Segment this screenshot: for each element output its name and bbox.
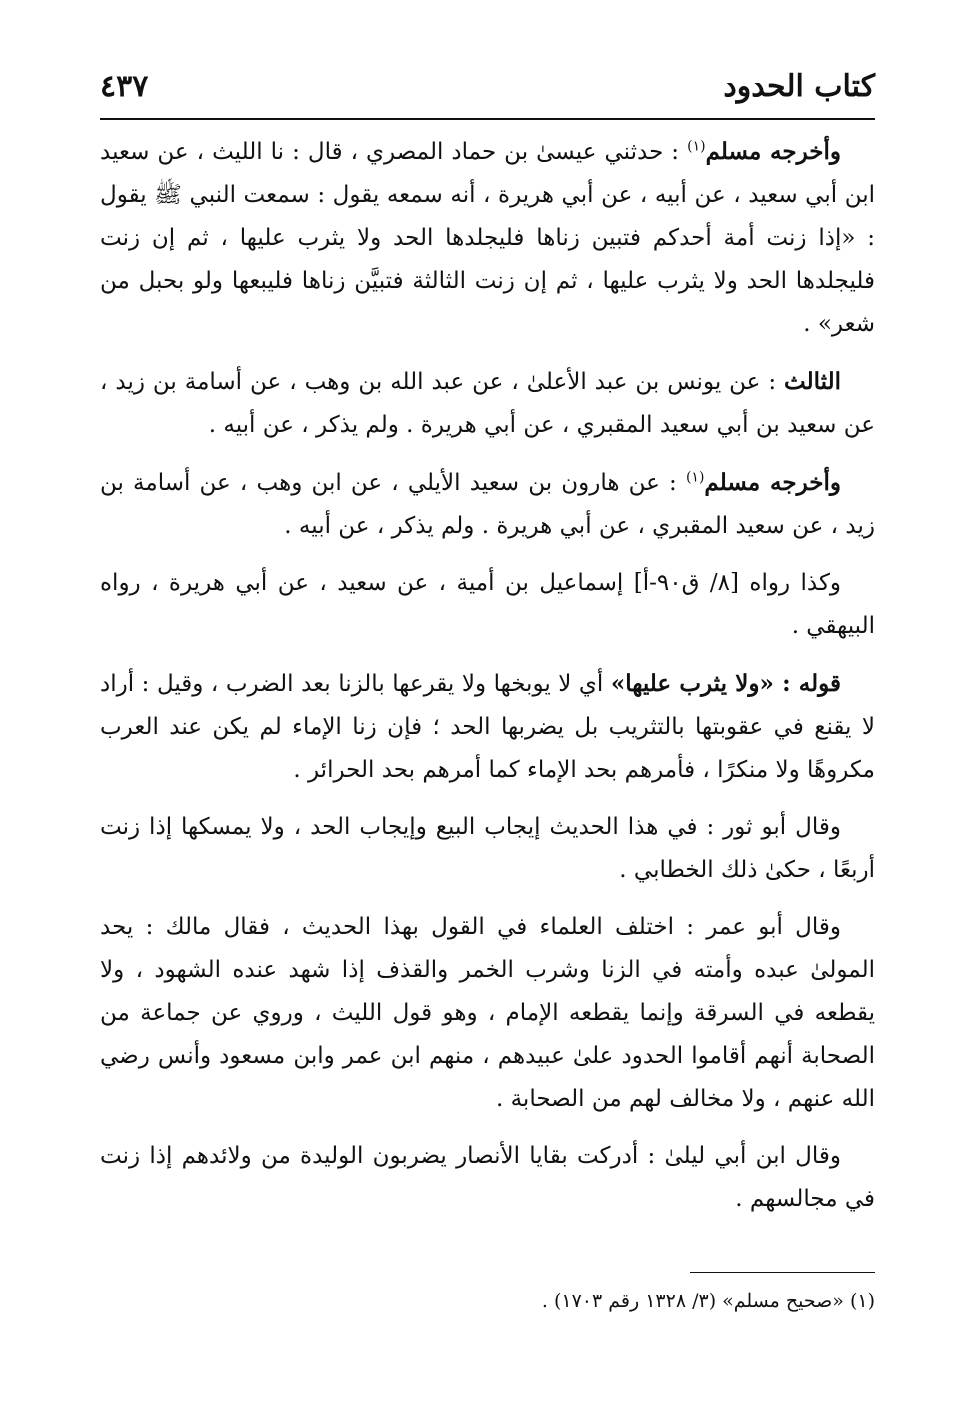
paragraph-text: وكذا رواه [٨/ ق٩٠-أ] إسماعيل بن أمية ، عن سعيد ، عن أبي هريرة ، رواه البيهقي . (100, 570, 875, 639)
paragraph-text: وقال أبو ثور : في هذا الحديث إيجاب البيع وإيجاب الحد ، ولا يمسكها إذا زنت أربعًا ، حكىٰ ذلك الخطابي . (100, 814, 875, 883)
paragraph-lead: قوله : «ولا يثرب عليها» (610, 670, 842, 697)
paragraph-text: وقال ابن أبي ليلىٰ : أدركت بقايا الأنصار يضربون الوليدة من ولائدهم إذا زنت في مجالسهم . (100, 1143, 875, 1212)
paragraph (100, 806, 875, 892)
header-divider (100, 118, 875, 120)
paragraph-lead: الثالث (784, 368, 841, 395)
paragraph (100, 1135, 875, 1221)
paragraph-text: : عن هارون بن سعيد الأيلي ، عن ابن وهب ، عن أسامة بن زيد ، عن سعيد المقبري ، عن أبي هريرة . ولم يذكر ، عن أبيه . (100, 470, 875, 539)
footnote: (١) «صحيح مسلم» (٣/ ١٣٢٨ رقم ١٧٠٣) . (541, 1290, 875, 1312)
page-header (100, 62, 875, 112)
paragraph (100, 130, 875, 346)
paragraph-text: : حدثني عيسىٰ بن حماد المصري ، قال : نا الليث ، عن سعيد ابن أبي سعيد ، عن أبيه ، عن أبي هريرة ، أنه سمعه يقول : سمعت النبي ﷺ يقول : «إذا زنت أمة أحدكم فتبين زناها فليجلدها الحد ولا يثرب عليها ، ثم إن زنت فليجلدها الحد ولا يثرب عليها ، ثم إن زنت الثالثة فتبيَّن زناها فليبعها ولو بحبل من شعر» . (100, 139, 875, 337)
footnote-divider (690, 1272, 875, 1273)
chapter-title: كتاب الحدود (723, 69, 875, 104)
body-text (100, 130, 875, 1235)
footnote-marker: (١) (685, 469, 705, 486)
paragraph-lead: وأخرجه مسلم (705, 138, 841, 165)
paragraph (100, 461, 875, 548)
paragraph (100, 562, 875, 648)
paragraph-text: : عن يونس بن عبد الأعلىٰ ، عن عبد الله بن وهب ، عن أسامة بن زيد ، عن سعيد بن أبي سعيد المقبري ، عن أبي هريرة . ولم يذكر ، عن أبيه . (100, 369, 875, 438)
paragraph (100, 662, 875, 792)
paragraph-text: أي لا يوبخها ولا يقرعها بالزنا بعد الضرب ، وقيل : أراد لا يقنع في عقوبتها بالتثريب بل يضربها الحد ؛ فإن زنا الإماء لم يكن عند العرب مكروهًا ولا منكرًا ، فأمرهم بحد الإماء كما أمرهم بحد الحرائر . (100, 671, 875, 783)
paragraph-text: وقال أبو عمر : اختلف العلماء في القول بهذا الحديث ، فقال مالك : يحد المولىٰ عبده وأمته في الزنا وشرب الخمر والقذف إذا شهد عنده الشهود ، ولا يقطعه في السرقة وإنما يقطعه الإمام ، وهو قول الليث ، وروي عن جماعة من الصحابة أنهم أقاموا الحدود علىٰ عبيدهم ، منهم ابن عمر وابن مسعود وأنس رضي الله عنهم ، ولا مخالف لهم من الصحابة . (100, 914, 875, 1112)
paragraph-lead: وأخرجه مسلم (704, 469, 841, 496)
page-number: ٤٣٧ (100, 69, 149, 104)
footnote-marker: (١) (687, 138, 706, 155)
paragraph (100, 360, 875, 447)
paragraph (100, 906, 875, 1121)
